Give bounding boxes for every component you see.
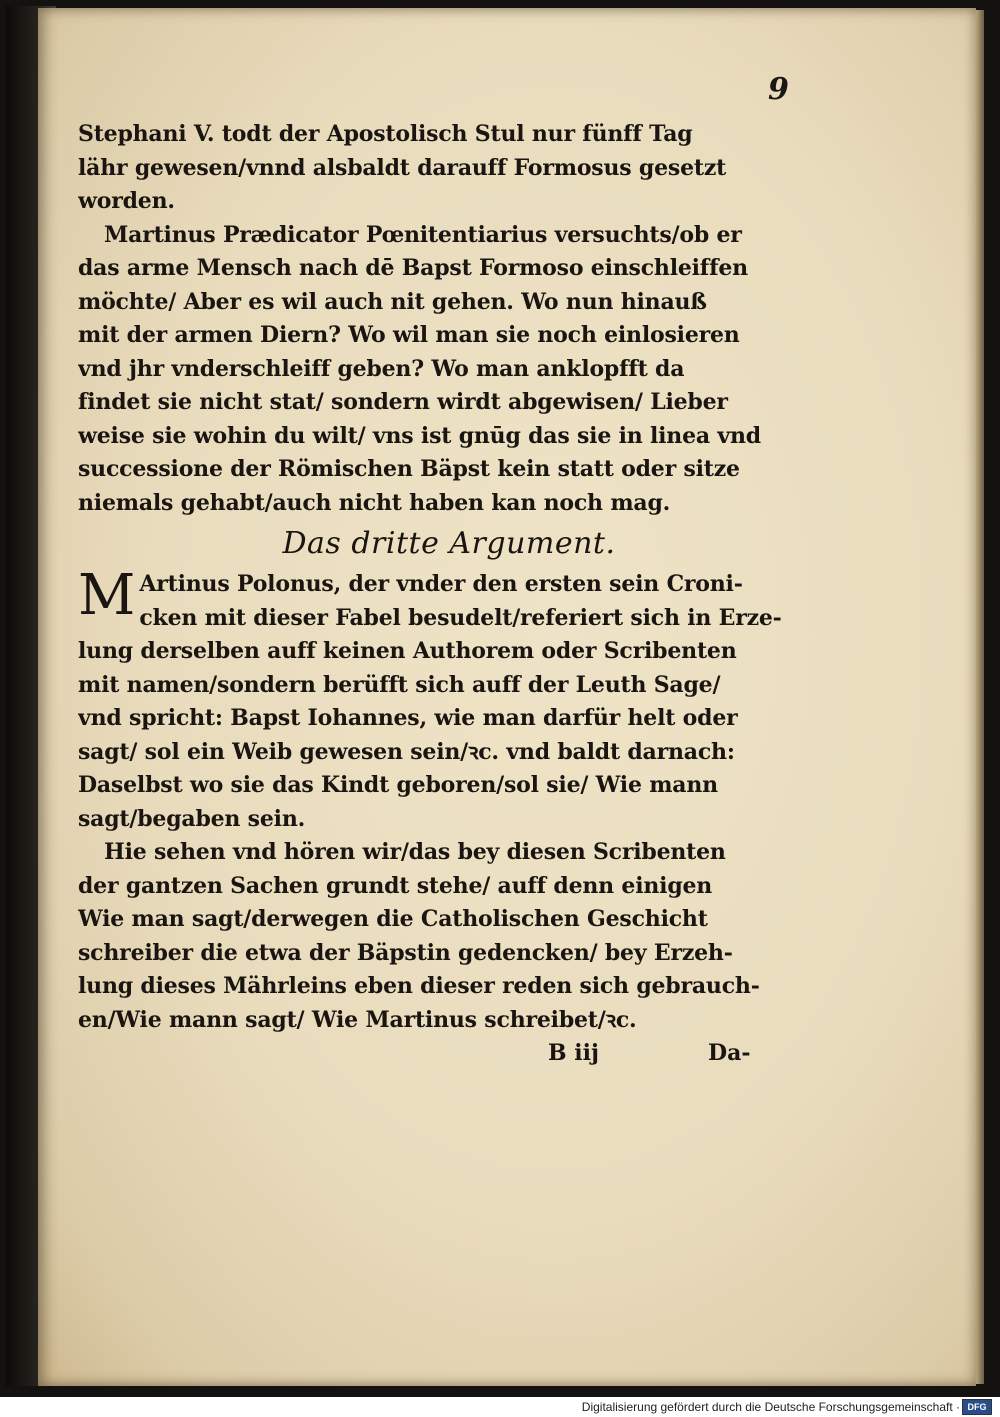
text-line: sagt/ sol ein Weib gewesen sein/ꝛc. vnd baldt darnach:	[78, 738, 735, 765]
text-line: findet sie nicht stat/ sondern wirdt abgewisen/ Lieber	[78, 389, 728, 415]
text-line: Daselbst wo sie das Kindt geboren/sol sie/ Wie mann	[78, 772, 718, 798]
catchword: Da-	[708, 1040, 751, 1066]
text-line: successione der Römischen Bäpst kein statt oder sitze	[78, 456, 740, 482]
text-line: Artinus Polonus, der vnder den ersten sein Croni-	[139, 571, 743, 597]
dfg-logo: DFG	[962, 1399, 992, 1415]
text-line: vnd spricht: Bapst Iohannes, wie man darfür helt oder	[78, 705, 738, 731]
signature-mark: B iij	[548, 1040, 599, 1066]
text-line: mit der armen Diern? Wo wil man sie noch einlosieren	[78, 322, 740, 348]
text-line: Wie man sagt/derwegen die Catholischen Geschicht	[78, 906, 708, 932]
paragraph-3	[78, 563, 790, 836]
text-line: sagt/begaben sein.	[78, 805, 306, 832]
paragraph-4	[78, 836, 790, 1037]
page-number: 9	[768, 72, 789, 107]
footer-credit: Digitalisierung gefördert durch die Deutsche Forschungsgemeinschaft ·	[581, 1400, 960, 1414]
text-line: worden.	[78, 188, 175, 214]
paragraph-1	[78, 118, 790, 219]
text-line: der gantzen Sachen grundt stehe/ auff denn einigen	[78, 872, 713, 899]
drop-cap: M	[78, 563, 136, 628]
text-line: niemals gehabt/auch nicht haben kan noch mag.	[78, 489, 671, 516]
text-line: mit namen/sondern berüfft sich auff der Leuth Sage/	[78, 671, 721, 698]
text-line: lung dieses Mährleins eben dieser reden sich gebrauch-	[78, 973, 760, 999]
text-line: Martinus Prædicator Pœnitentiarius versuchts/ob er	[104, 221, 742, 248]
section-heading: Das dritte Argument.	[282, 526, 616, 561]
body-text	[78, 118, 790, 1037]
text-line: cken mit dieser Fabel besudelt/referiert sich in Erze-	[139, 604, 782, 631]
text-line: möchte/ Aber es wil auch nit gehen. Wo nun hinauß	[78, 288, 707, 315]
paragraph-2	[78, 219, 790, 521]
text-line: lung derselben auff keinen Authorem oder Scribenten	[78, 638, 737, 664]
text-line: vnd jhr vnderschleiff geben? Wo man anklopfft da	[78, 355, 685, 382]
text-line: Stephani V. todt der Apostolisch Stul nur fünff Tag	[78, 121, 693, 147]
text-line: Hie sehen vnd hören wir/das bey diesen Scribenten	[104, 839, 726, 865]
text-line: lähr gewesen/vnnd alsbaldt darauff Formosus gesetzt	[78, 154, 727, 181]
page-edge	[976, 10, 984, 1384]
text-line: das arme Mensch nach dē Bapst Formoso einschleiffen	[78, 255, 748, 281]
text-line: en/Wie mann sagt/ Wie Martinus schreibet/ꝛc.	[78, 1006, 637, 1033]
text-line: schreiber die etwa der Bäpstin gedencken/ bey Erzeh-	[78, 939, 733, 966]
text-line: weise sie wohin du wilt/ vns ist gnūg das sie in linea vnd	[78, 422, 761, 449]
